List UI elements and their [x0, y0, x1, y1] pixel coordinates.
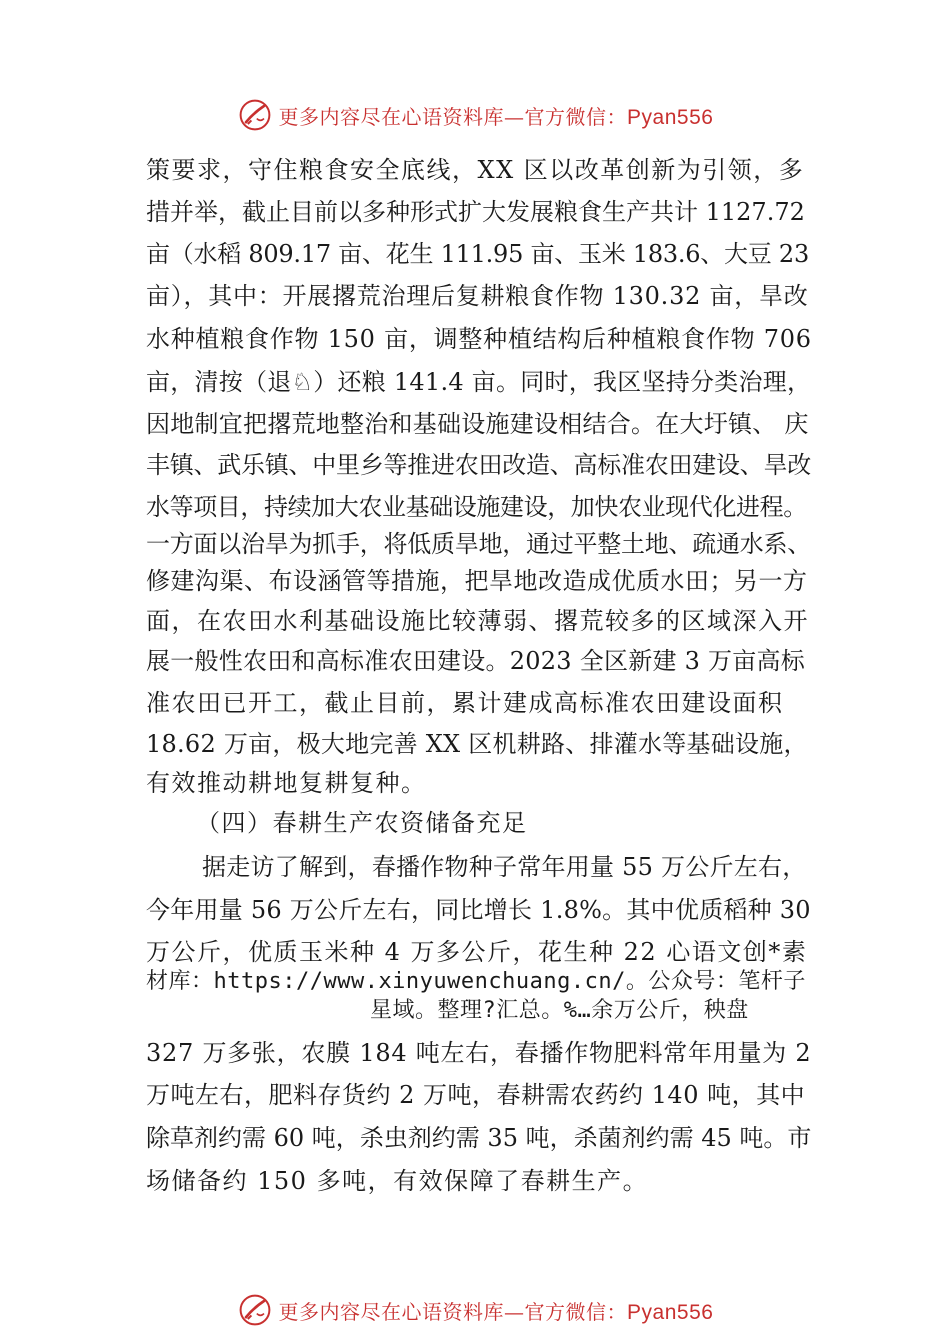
text-line: 一方面以治旱为抓手，将低质旱地，通过平整土地、疏通水系、 [146, 530, 811, 558]
text-line: 水种植粮食作物 150 亩，调整种植结构后种植粮食作物 706 [146, 325, 812, 353]
text-line: 亩，清按（退♘）还粮 141.4 亩。同时，我区坚持分类治理， [146, 368, 812, 396]
text-line: 亩），其中：开展撂荒治理后复耕粮食作物 130.32 亩，旱改 [146, 282, 809, 310]
text-line: 措并举，截止目前以多种形式扩大发展粮食生产共计 1127.72 [146, 198, 805, 226]
watermark-footer [0, 1290, 950, 1330]
watermark-text [279, 101, 714, 130]
watermark-cn: 更多内容尽在心语资料库—官方微信： [278, 104, 628, 129]
text-line: 有效推动耕地复耕复种。 [146, 769, 427, 797]
text-line: 修建沟渠、布设涵管等措施，把旱地改造成优质水田；另一方 [146, 567, 808, 595]
section-heading: （四）春耕生产农资储备充足 [196, 809, 528, 837]
text-line: 材库：https://www.xinyuwenchuang.cn/。公众号：笔杆子 [146, 969, 806, 994]
text-line: 327 万多张，农膜 184 吨左右，春播作物肥料常年用量为 2 [146, 1039, 812, 1067]
text-line: 星域。整理?汇总。%…余万公斤，秧盘 [370, 998, 749, 1023]
text-line: 水等项目，持续加大农业基础设施建设，加快农业现代化进程。 [146, 493, 807, 521]
text-line: 场储备约 150 多吨，有效保障了春耕生产。 [146, 1167, 649, 1195]
text-line: 策要求，守住粮食安全底线，XX 区以改革创新为引领，多 [146, 156, 805, 184]
text-line: 万公斤，优质玉米种 4 万多公斤，花生种 22 心语文创*素 [146, 938, 808, 966]
text-line: 今年用量 56 万公斤左右，同比增长 1.8%。其中优质稻种 30 [146, 896, 811, 924]
text-line: 18.62 万亩，极大地完善 XX 区机耕路、排灌水等基础设施， [146, 730, 808, 758]
watermark-cn: 更多内容尽在心语资料库—官方微信： [278, 1299, 628, 1324]
text-line: 丰镇、武乐镇、中里乡等推进农田改造、高标准农田建设、旱改 [146, 451, 811, 479]
text-line: 万吨左右，肥料存货约 2 万吨，春耕需农药约 140 吨，其中 [146, 1081, 806, 1109]
brush-logo-icon [237, 1292, 273, 1328]
watermark-text [279, 1296, 714, 1325]
watermark-id: Pyan556 [627, 1300, 714, 1324]
text-line: 因地制宜把撂荒地整治和基础设施建设相结合。在大圩镇、 庆 [146, 410, 809, 438]
watermark-header [0, 95, 950, 135]
text-line: 据走访了解到，春播作物种子常年用量 55 万公斤左右， [202, 853, 807, 881]
text-line: 准农田已开工，截止目前，累计建成高标准农田建设面积 [146, 689, 784, 717]
brush-logo-icon [237, 97, 273, 133]
text-line: 面，在农田水利基础设施比较薄弱、撂荒较多的区域深入开 [146, 607, 809, 635]
watermark-id: Pyan556 [627, 105, 714, 129]
text-line: 展一般性农田和高标准农田建设。2023 全区新建 3 万亩高标 [146, 647, 805, 675]
text-line: 亩（水稻 809.17 亩、花生 111.95 亩、玉米 183.6、大豆 23 [146, 240, 809, 268]
text-line: 除草剂约需 60 吨，杀虫剂约需 35 吨，杀菌剂约需 45 吨。市 [146, 1124, 812, 1152]
